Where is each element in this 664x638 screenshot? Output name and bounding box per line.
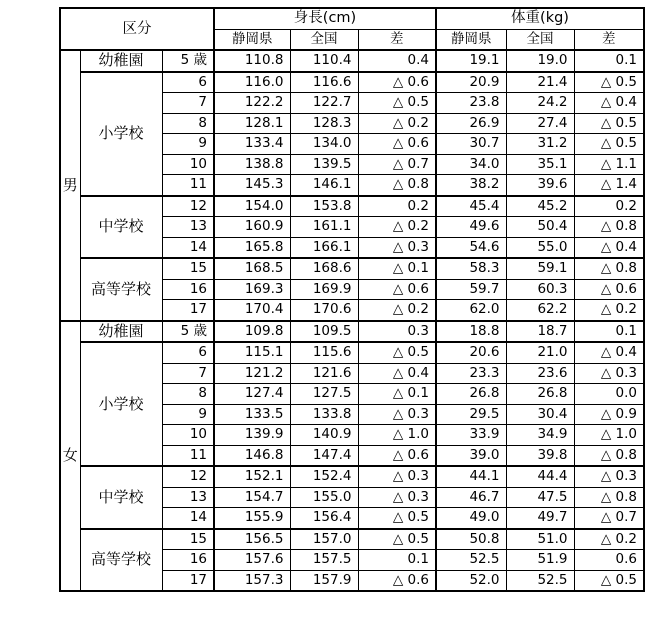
age-cell: 8 — [162, 113, 214, 134]
height-pref-cell: 146.8 — [214, 445, 290, 466]
weight-pref-cell: 29.5 — [436, 404, 506, 425]
weight-national-cell: 24.2 — [506, 93, 574, 114]
height-pref-cell: 116.0 — [214, 72, 290, 93]
height-pref-cell: 160.9 — [214, 217, 290, 238]
weight-diff-cell: △ 0.6 — [574, 279, 644, 300]
age-cell: 5 歳 — [162, 50, 214, 72]
table-row — [60, 258, 644, 279]
weight-pref-cell: 59.7 — [436, 279, 506, 300]
weight-diff-cell: △ 0.2 — [574, 529, 644, 550]
height-diff-cell: △ 0.3 — [358, 404, 436, 425]
age-cell: 13 — [162, 487, 214, 508]
height-pref-cell: 121.2 — [214, 363, 290, 384]
weight-national-cell: 35.1 — [506, 154, 574, 175]
height-national-cell: 155.0 — [290, 487, 358, 508]
age-cell: 11 — [162, 445, 214, 466]
age-cell: 10 — [162, 154, 214, 175]
table-row — [60, 466, 644, 487]
weight-diff-cell: △ 0.5 — [574, 134, 644, 155]
height-pref-cell: 122.2 — [214, 93, 290, 114]
age-cell: 15 — [162, 529, 214, 550]
weight-national-cell: 21.0 — [506, 342, 574, 363]
weight-national-cell: 59.1 — [506, 258, 574, 279]
height-diff-cell: 0.4 — [358, 50, 436, 72]
height-pref-cell: 168.5 — [214, 258, 290, 279]
height-national-cell: 157.5 — [290, 550, 358, 571]
age-cell: 15 — [162, 258, 214, 279]
weight-diff-cell: 0.6 — [574, 550, 644, 571]
height-diff-cell: 0.2 — [358, 196, 436, 217]
height-pref-cell: 115.1 — [214, 342, 290, 363]
height-national-cell: 152.4 — [290, 466, 358, 487]
school-stage-label: 小学校 — [80, 342, 162, 466]
height-pref-cell: 133.5 — [214, 404, 290, 425]
weight-diff-cell: △ 0.5 — [574, 113, 644, 134]
school-stage-label: 高等学校 — [80, 258, 162, 321]
category-header: 区分 — [60, 8, 214, 50]
height-diff-cell: △ 1.0 — [358, 425, 436, 446]
weight-national-cell: 18.7 — [506, 321, 574, 343]
weight-diff-cell: △ 0.8 — [574, 258, 644, 279]
age-cell: 14 — [162, 508, 214, 529]
weight-national-cell: 51.9 — [506, 550, 574, 571]
weight-pref-cell: 20.9 — [436, 72, 506, 93]
weight-national-cell: 34.9 — [506, 425, 574, 446]
weight-national-cell: 49.7 — [506, 508, 574, 529]
weight-pref-cell: 18.8 — [436, 321, 506, 343]
weight-diff-cell: △ 0.3 — [574, 466, 644, 487]
age-cell: 12 — [162, 196, 214, 217]
weight-national-header: 全国 — [506, 29, 574, 50]
height-national-cell: 153.8 — [290, 196, 358, 217]
height-pref-cell: 170.4 — [214, 300, 290, 321]
height-national-cell: 127.5 — [290, 384, 358, 405]
school-stage-label: 幼稚園 — [80, 321, 162, 343]
height-diff-cell: 0.3 — [358, 321, 436, 343]
height-national-cell: 156.4 — [290, 508, 358, 529]
weight-pref-header: 静岡県 — [436, 29, 506, 50]
height-diff-cell: △ 0.6 — [358, 279, 436, 300]
weight-diff-cell: △ 1.4 — [574, 175, 644, 196]
age-cell: 16 — [162, 550, 214, 571]
height-pref-cell: 145.3 — [214, 175, 290, 196]
school-stage-label: 中学校 — [80, 466, 162, 529]
weight-diff-cell: △ 0.4 — [574, 93, 644, 114]
height-national-cell: 134.0 — [290, 134, 358, 155]
sex-label: 男 — [60, 50, 80, 321]
weight-diff-cell: △ 0.7 — [574, 508, 644, 529]
weight-national-cell: 60.3 — [506, 279, 574, 300]
age-cell: 13 — [162, 217, 214, 238]
age-cell: 14 — [162, 237, 214, 258]
school-stage-label: 中学校 — [80, 196, 162, 259]
height-diff-cell: 0.1 — [358, 550, 436, 571]
weight-pref-cell: 39.0 — [436, 445, 506, 466]
weight-diff-cell: △ 0.9 — [574, 404, 644, 425]
height-diff-cell: △ 0.6 — [358, 72, 436, 93]
height-diff-header: 差 — [358, 29, 436, 50]
table-row — [60, 342, 644, 363]
table-row — [60, 196, 644, 217]
height-pref-cell: 127.4 — [214, 384, 290, 405]
weight-pref-cell: 19.1 — [436, 50, 506, 72]
age-cell: 7 — [162, 93, 214, 114]
height-pref-cell: 155.9 — [214, 508, 290, 529]
height-diff-cell: △ 0.5 — [358, 93, 436, 114]
weight-pref-cell: 52.5 — [436, 550, 506, 571]
weight-pref-cell: 34.0 — [436, 154, 506, 175]
height-pref-cell: 157.3 — [214, 570, 290, 591]
age-cell: 12 — [162, 466, 214, 487]
weight-pref-cell: 26.8 — [436, 384, 506, 405]
weight-national-cell: 51.0 — [506, 529, 574, 550]
height-diff-cell: △ 0.3 — [358, 487, 436, 508]
school-stage-label: 幼稚園 — [80, 50, 162, 72]
weight-diff-cell: △ 0.2 — [574, 300, 644, 321]
age-cell: 6 — [162, 72, 214, 93]
height-national-cell: 157.0 — [290, 529, 358, 550]
height-pref-cell: 152.1 — [214, 466, 290, 487]
height-pref-cell: 139.9 — [214, 425, 290, 446]
height-diff-cell: △ 0.1 — [358, 384, 436, 405]
sex-label: 女 — [60, 321, 80, 592]
height-pref-cell: 110.8 — [214, 50, 290, 72]
height-diff-cell: △ 0.2 — [358, 113, 436, 134]
age-cell: 17 — [162, 570, 214, 591]
height-national-cell: 109.5 — [290, 321, 358, 343]
height-national-cell: 115.6 — [290, 342, 358, 363]
weight-national-cell: 39.6 — [506, 175, 574, 196]
height-national-cell: 157.9 — [290, 570, 358, 591]
height-national-cell: 128.3 — [290, 113, 358, 134]
weight-national-cell: 62.2 — [506, 300, 574, 321]
weight-pref-cell: 46.7 — [436, 487, 506, 508]
weight-national-cell: 21.4 — [506, 72, 574, 93]
weight-pref-cell: 23.8 — [436, 93, 506, 114]
height-diff-cell: △ 0.8 — [358, 175, 436, 196]
age-cell: 9 — [162, 134, 214, 155]
height-pref-cell: 156.5 — [214, 529, 290, 550]
weight-national-cell: 26.8 — [506, 384, 574, 405]
weight-national-cell: 44.4 — [506, 466, 574, 487]
weight-diff-cell: 0.1 — [574, 321, 644, 343]
height-diff-cell: △ 0.5 — [358, 508, 436, 529]
age-cell: 8 — [162, 384, 214, 405]
weight-diff-cell: △ 0.8 — [574, 487, 644, 508]
weight-diff-cell: 0.2 — [574, 196, 644, 217]
height-pref-cell: 128.1 — [214, 113, 290, 134]
weight-diff-cell: △ 0.4 — [574, 237, 644, 258]
age-cell: 17 — [162, 300, 214, 321]
height-pref-cell: 169.3 — [214, 279, 290, 300]
height-national-header: 全国 — [290, 29, 358, 50]
height-national-cell: 168.6 — [290, 258, 358, 279]
weight-national-cell: 39.8 — [506, 445, 574, 466]
weight-pref-cell: 49.6 — [436, 217, 506, 238]
weight-diff-cell: △ 0.8 — [574, 445, 644, 466]
weight-pref-cell: 54.6 — [436, 237, 506, 258]
height-national-cell: 133.8 — [290, 404, 358, 425]
height-diff-cell: △ 0.7 — [358, 154, 436, 175]
weight-national-cell: 50.4 — [506, 217, 574, 238]
weight-pref-cell: 50.8 — [436, 529, 506, 550]
weight-national-cell: 30.4 — [506, 404, 574, 425]
weight-pref-cell: 52.0 — [436, 570, 506, 591]
height-national-cell: 146.1 — [290, 175, 358, 196]
weight-pref-cell: 26.9 — [436, 113, 506, 134]
weight-diff-cell: △ 0.5 — [574, 570, 644, 591]
weight-diff-cell: 0.1 — [574, 50, 644, 72]
height-diff-cell: △ 0.5 — [358, 342, 436, 363]
height-pref-cell: 157.6 — [214, 550, 290, 571]
height-diff-cell: △ 0.2 — [358, 300, 436, 321]
weight-diff-cell: △ 0.8 — [574, 217, 644, 238]
height-diff-cell: △ 0.6 — [358, 445, 436, 466]
weight-diff-cell: △ 1.1 — [574, 154, 644, 175]
weight-diff-cell: △ 1.0 — [574, 425, 644, 446]
weight-diff-cell: △ 0.3 — [574, 363, 644, 384]
height-national-cell: 110.4 — [290, 50, 358, 72]
age-cell: 10 — [162, 425, 214, 446]
weight-pref-cell: 38.2 — [436, 175, 506, 196]
height-diff-cell: △ 0.5 — [358, 529, 436, 550]
height-weight-table — [59, 7, 645, 592]
weight-pref-cell: 33.9 — [436, 425, 506, 446]
weight-group-header: 体重(kg) — [436, 8, 644, 29]
weight-national-cell: 52.5 — [506, 570, 574, 591]
height-national-cell: 166.1 — [290, 237, 358, 258]
weight-national-cell: 23.6 — [506, 363, 574, 384]
weight-national-cell: 55.0 — [506, 237, 574, 258]
school-stage-label: 小学校 — [80, 72, 162, 196]
height-diff-cell: △ 0.1 — [358, 258, 436, 279]
height-diff-cell: △ 0.2 — [358, 217, 436, 238]
table-row — [60, 321, 644, 343]
table-row — [60, 50, 644, 72]
height-national-cell: 116.6 — [290, 72, 358, 93]
height-pref-header: 静岡県 — [214, 29, 290, 50]
weight-pref-cell: 44.1 — [436, 466, 506, 487]
weight-pref-cell: 45.4 — [436, 196, 506, 217]
age-cell: 16 — [162, 279, 214, 300]
height-national-cell: 161.1 — [290, 217, 358, 238]
age-cell: 6 — [162, 342, 214, 363]
age-cell: 9 — [162, 404, 214, 425]
weight-national-cell: 31.2 — [506, 134, 574, 155]
height-diff-cell: △ 0.6 — [358, 134, 436, 155]
height-pref-cell: 154.7 — [214, 487, 290, 508]
weight-pref-cell: 58.3 — [436, 258, 506, 279]
height-diff-cell: △ 0.3 — [358, 466, 436, 487]
table-row — [60, 529, 644, 550]
height-diff-cell: △ 0.6 — [358, 570, 436, 591]
height-national-cell: 121.6 — [290, 363, 358, 384]
height-national-cell: 170.6 — [290, 300, 358, 321]
height-national-cell: 169.9 — [290, 279, 358, 300]
height-pref-cell: 138.8 — [214, 154, 290, 175]
weight-pref-cell: 49.0 — [436, 508, 506, 529]
height-national-cell: 139.5 — [290, 154, 358, 175]
school-stage-label: 高等学校 — [80, 529, 162, 592]
weight-diff-cell: △ 0.5 — [574, 72, 644, 93]
height-national-cell: 147.4 — [290, 445, 358, 466]
weight-national-cell: 47.5 — [506, 487, 574, 508]
age-cell: 11 — [162, 175, 214, 196]
age-cell: 5 歳 — [162, 321, 214, 343]
height-pref-cell: 109.8 — [214, 321, 290, 343]
weight-pref-cell: 20.6 — [436, 342, 506, 363]
height-group-header: 身長(cm) — [214, 8, 436, 29]
weight-diff-header: 差 — [574, 29, 644, 50]
height-pref-cell: 133.4 — [214, 134, 290, 155]
table-row — [60, 72, 644, 93]
weight-national-cell: 19.0 — [506, 50, 574, 72]
weight-pref-cell: 23.3 — [436, 363, 506, 384]
height-diff-cell: △ 0.3 — [358, 237, 436, 258]
height-pref-cell: 165.8 — [214, 237, 290, 258]
age-cell: 7 — [162, 363, 214, 384]
height-national-cell: 140.9 — [290, 425, 358, 446]
weight-national-cell: 45.2 — [506, 196, 574, 217]
weight-pref-cell: 62.0 — [436, 300, 506, 321]
weight-national-cell: 27.4 — [506, 113, 574, 134]
height-national-cell: 122.7 — [290, 93, 358, 114]
weight-diff-cell: 0.0 — [574, 384, 644, 405]
height-pref-cell: 154.0 — [214, 196, 290, 217]
weight-pref-cell: 30.7 — [436, 134, 506, 155]
weight-diff-cell: △ 0.4 — [574, 342, 644, 363]
height-diff-cell: △ 0.4 — [358, 363, 436, 384]
